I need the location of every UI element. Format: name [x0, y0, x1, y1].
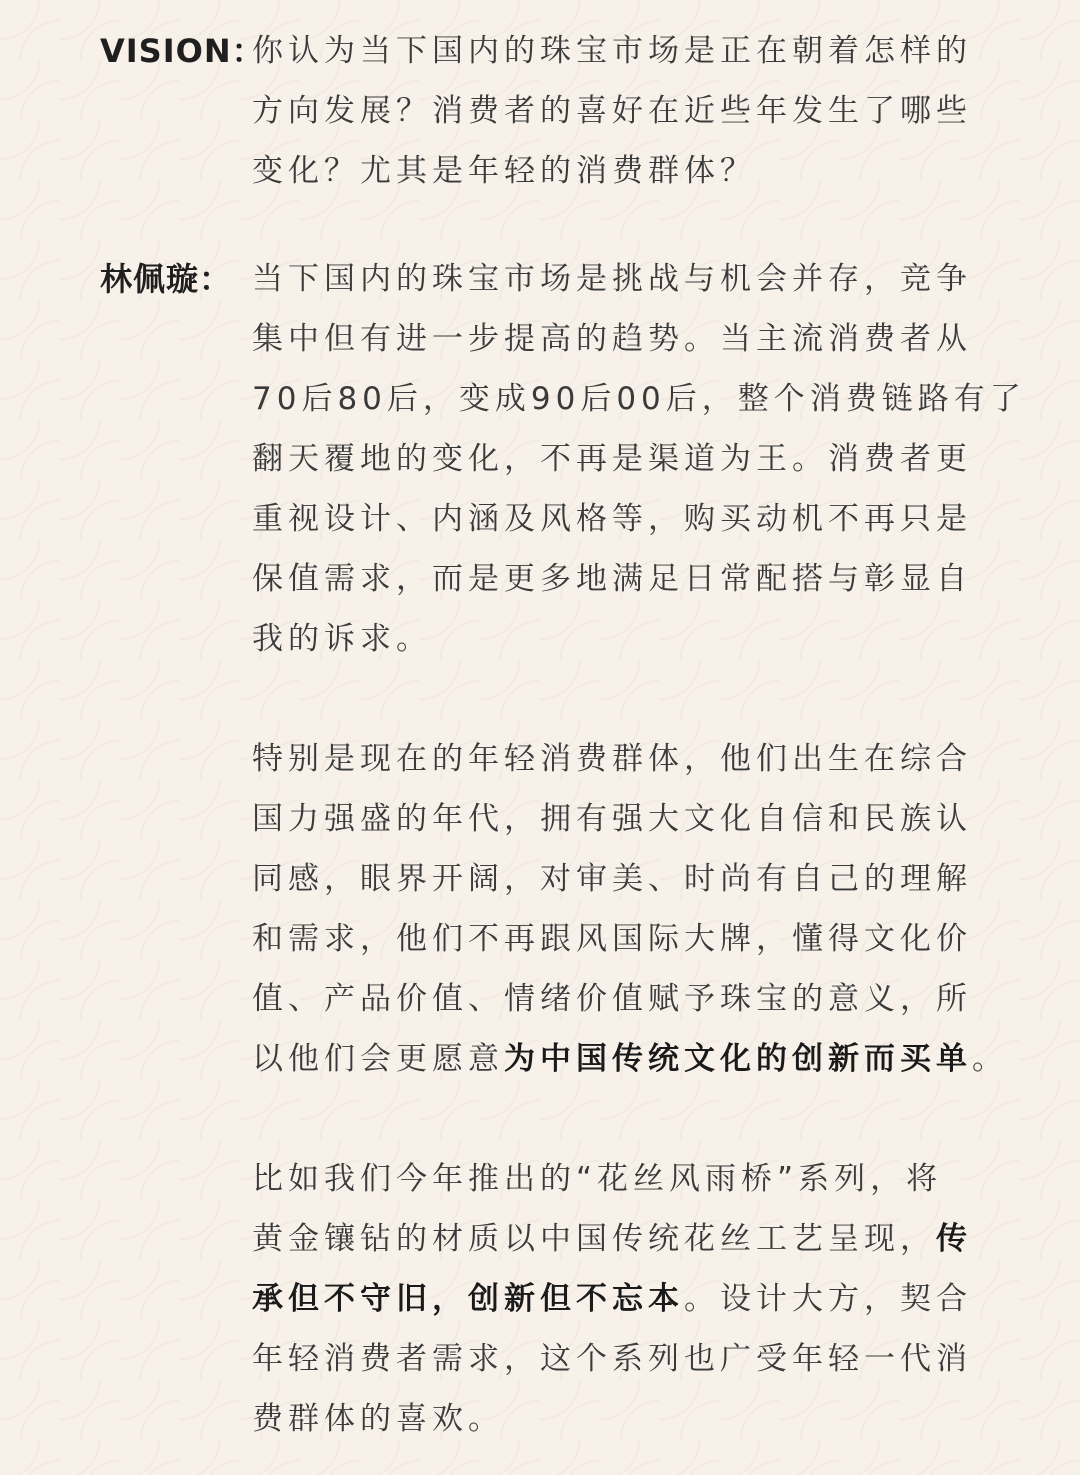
text-line: [252, 909, 984, 969]
text-segment: 方向发展？消费者的喜好在近些年发生了哪些: [252, 93, 972, 129]
text-line: [252, 429, 984, 489]
answer-body: [252, 249, 1026, 1449]
paragraph: [252, 729, 1008, 1089]
speaker-label: 林佩璇：: [100, 260, 233, 298]
text-line: [252, 849, 984, 909]
text-segment: 70后80后，变成90后00后，整个消费链路有了: [252, 381, 1026, 417]
text-line: [252, 1269, 984, 1329]
text-line: [252, 1389, 984, 1449]
text-line: [252, 489, 984, 549]
text-line: [252, 1329, 984, 1389]
text-line: [252, 609, 984, 669]
text-segment: 。设计大方，契合: [684, 1281, 972, 1317]
bold-text: 传: [936, 1221, 972, 1257]
text-segment: 费群体的喜欢。: [252, 1401, 504, 1437]
text-segment: 保值需求，而是更多地满足日常配搭与彰显自: [252, 561, 972, 597]
text-segment: 比如我们今年推出的“花丝风雨桥”系列，将: [252, 1161, 943, 1197]
text-line: [252, 789, 984, 849]
question-body: [252, 21, 984, 201]
text-segment: 翻天覆地的变化，不再是渠道为王。消费者更: [252, 441, 972, 477]
bold-text: 承但不守旧，创新但不忘本: [252, 1281, 684, 1317]
paragraph: [252, 249, 1026, 669]
text-line: [252, 21, 984, 81]
text-segment: 以他们会更愿意: [252, 1041, 504, 1077]
text-line: [252, 1149, 984, 1209]
text-segment: 特别是现在的年轻消费群体，他们出生在综合: [252, 741, 972, 777]
paragraph: [252, 21, 984, 201]
text-segment: 我的诉求。: [252, 621, 432, 657]
text-segment: 变化？尤其是年轻的消费群体？: [252, 153, 756, 189]
text-segment: 当下国内的珠宝市场是挑战与机会并存，竞争: [252, 261, 972, 297]
text-segment: 同感，眼界开阔，对审美、时尚有自己的理解: [252, 861, 972, 897]
text-line: [252, 1209, 984, 1269]
text-segment: 国力强盛的年代，拥有强大文化自信和民族认: [252, 801, 972, 837]
text-segment: 黄金镶钻的材质以中国传统花丝工艺呈现，: [252, 1221, 936, 1257]
text-segment: 重视设计、内涵及风格等，购买动机不再只是: [252, 501, 972, 537]
text-segment: 集中但有进一步提高的趋势。当主流消费者从: [252, 321, 972, 357]
bold-text: 为中国传统文化的创新而买单: [504, 1041, 972, 1077]
text-line: [252, 309, 984, 369]
text-line: [252, 141, 984, 201]
text-segment: 。: [972, 1041, 1008, 1077]
text-line: [252, 81, 984, 141]
speaker-label: VISION：: [100, 32, 265, 70]
text-segment: 值、产品价值、情绪价值赋予珠宝的意义，所: [252, 981, 972, 1017]
text-line: [252, 1029, 1008, 1089]
text-segment: 你认为当下国内的珠宝市场是正在朝着怎样的: [252, 33, 972, 69]
text-segment: 和需求，他们不再跟风国际大牌，懂得文化价: [252, 921, 972, 957]
text-line: [252, 729, 984, 789]
text-line: [252, 969, 984, 1029]
text-line: [252, 549, 984, 609]
text-segment: 年轻消费者需求，这个系列也广受年轻一代消: [252, 1341, 972, 1377]
text-line: [252, 249, 984, 309]
paragraph: [252, 1149, 984, 1449]
text-line: [252, 369, 1026, 429]
